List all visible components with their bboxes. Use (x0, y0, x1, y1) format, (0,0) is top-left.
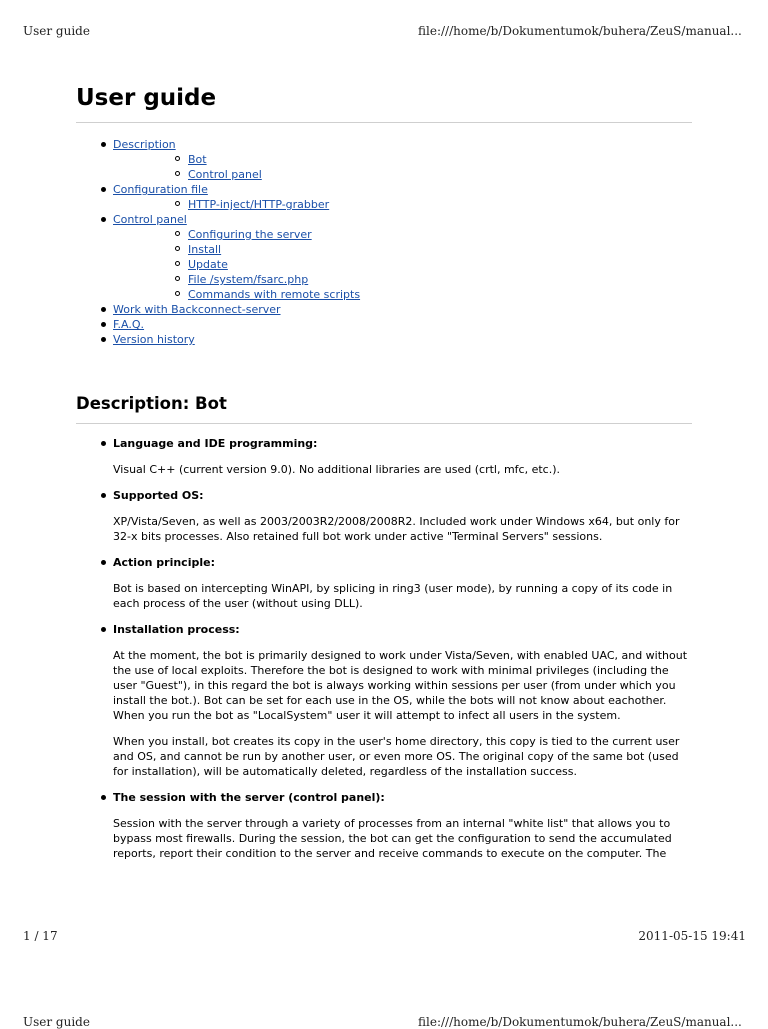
toc-item (76, 182, 692, 212)
item-heading: The session with the server (control panel): (113, 791, 385, 804)
toc-sublink[interactable]: Update (188, 258, 228, 271)
item-paragraph: When you install, bot creates its copy in the user's home directory, this copy is tied to the current user and OS, and cannot be run by another user, or even more OS. The original copy of the same bot (used for installation), will be automatically deleted, regardless of the installation success. (113, 735, 680, 778)
item-paragraph: Bot is based on intercepting WinAPI, by splicing in ring3 (user mode), by running a copy of its code in each process of the user (without using DLL). (113, 582, 673, 610)
circle-bullet-icon (175, 231, 180, 236)
next-header-title: User guide (23, 1015, 90, 1029)
bullet-icon (101, 187, 106, 192)
next-header-url: file:///home/b/Dokumentumok/buhera/ZeuS/manual... (418, 1015, 742, 1029)
item-heading: Supported OS: (113, 489, 204, 502)
bullet-icon (101, 142, 106, 147)
toc-sublink[interactable]: HTTP-inject/HTTP-grabber (188, 198, 330, 211)
item-heading: Action principle: (113, 556, 215, 569)
toc-sublink[interactable]: Configuring the server (188, 228, 312, 241)
bullet-icon (101, 217, 106, 222)
toc-link[interactable]: Control panel (113, 213, 187, 226)
toc-item (76, 302, 692, 317)
circle-bullet-icon (175, 261, 180, 266)
toc-item (76, 317, 692, 332)
toc-link[interactable]: Configuration file (113, 183, 208, 196)
toc-subitem (113, 287, 692, 302)
toc-link[interactable]: Work with Backconnect-server (113, 303, 281, 316)
item-paragraph: Session with the server through a variety of processes from an internal "white list" that allows you to bypass most firewalls. During the session, the bot can get the configuration to send the accumulated reports, report their condition to the server and receive commands to execute on the computer. The (113, 817, 672, 860)
toc-item (76, 137, 692, 182)
bullet-icon (101, 560, 106, 565)
header-title: User guide (23, 24, 90, 38)
toc-link[interactable]: Version history (113, 333, 195, 346)
item-paragraph: Visual C++ (current version 9.0). No additional libraries are used (crtl, mfc, etc.). (113, 463, 560, 476)
circle-bullet-icon (175, 291, 180, 296)
circle-bullet-icon (175, 156, 180, 161)
circle-bullet-icon (175, 276, 180, 281)
toc-subitem (113, 227, 692, 242)
bullet-icon (101, 441, 106, 446)
toc-sublink[interactable]: Bot (188, 153, 207, 166)
page-number: 1 / 17 (23, 929, 58, 943)
item-paragraph: XP/Vista/Seven, as well as 2003/2003R2/2008/2008R2. Included work under Windows x64, but only for 32-x bits processes. Also retained full bot work under active "Terminal Servers" sessions. (113, 515, 680, 543)
table-of-contents (76, 137, 692, 347)
toc-subitem (113, 272, 692, 287)
toc-sublink[interactable]: Control panel (188, 168, 262, 181)
bullet-icon (101, 627, 106, 632)
toc-sublink[interactable]: File /system/fsarc.php (188, 273, 309, 286)
toc-sublink[interactable]: Commands with remote scripts (188, 288, 361, 301)
page-content (76, 83, 692, 872)
bullet-icon (101, 307, 106, 312)
toc-subitem (113, 257, 692, 272)
toc-link[interactable]: Description (113, 138, 176, 151)
toc-link[interactable]: F.A.Q. (113, 318, 145, 331)
toc-subitem (113, 242, 692, 257)
toc-item (76, 332, 692, 347)
toc-sublist (113, 197, 692, 212)
toc-item (76, 212, 692, 302)
item-heading: Language and IDE programming: (113, 437, 318, 450)
print-datetime: 2011-05-15 19:41 (638, 929, 746, 943)
header-url: file:///home/b/Dokumentumok/buhera/ZeuS/manual... (418, 24, 742, 38)
bullet-icon (101, 322, 106, 327)
circle-bullet-icon (175, 246, 180, 251)
bullet-icon (101, 493, 106, 498)
circle-bullet-icon (175, 201, 180, 206)
description-item (76, 488, 692, 544)
description-item (76, 436, 692, 477)
toc-subitem (113, 152, 692, 167)
toc-sublist (113, 152, 692, 182)
circle-bullet-icon (175, 171, 180, 176)
page-title: User guide (76, 83, 692, 123)
item-heading: Installation process: (113, 623, 240, 636)
item-paragraph: At the moment, the bot is primarily designed to work under Vista/Seven, with enabled UAC, and without the use of local exploits. Therefore the bot is designed to work with minimal privileges (including the user "Guest"), in this regard the bot is always working within sessions per user (from under which you install the bot.). Bot can be set for each use in the OS, while the bots will not know about eachother. When you run the bot as "LocalSystem" user it will attempt to infect all users in the system. (113, 649, 688, 722)
toc-sublink[interactable]: Install (188, 243, 222, 256)
toc-subitem (113, 197, 692, 212)
description-list (76, 436, 692, 861)
bullet-icon (101, 337, 106, 342)
toc-sublist (113, 227, 692, 302)
description-item (76, 622, 692, 779)
description-item (76, 555, 692, 611)
section-title: Description: Bot (76, 393, 692, 424)
bullet-icon (101, 795, 106, 800)
description-item (76, 790, 692, 861)
toc-subitem (113, 167, 692, 182)
description-bot-section (76, 393, 692, 861)
